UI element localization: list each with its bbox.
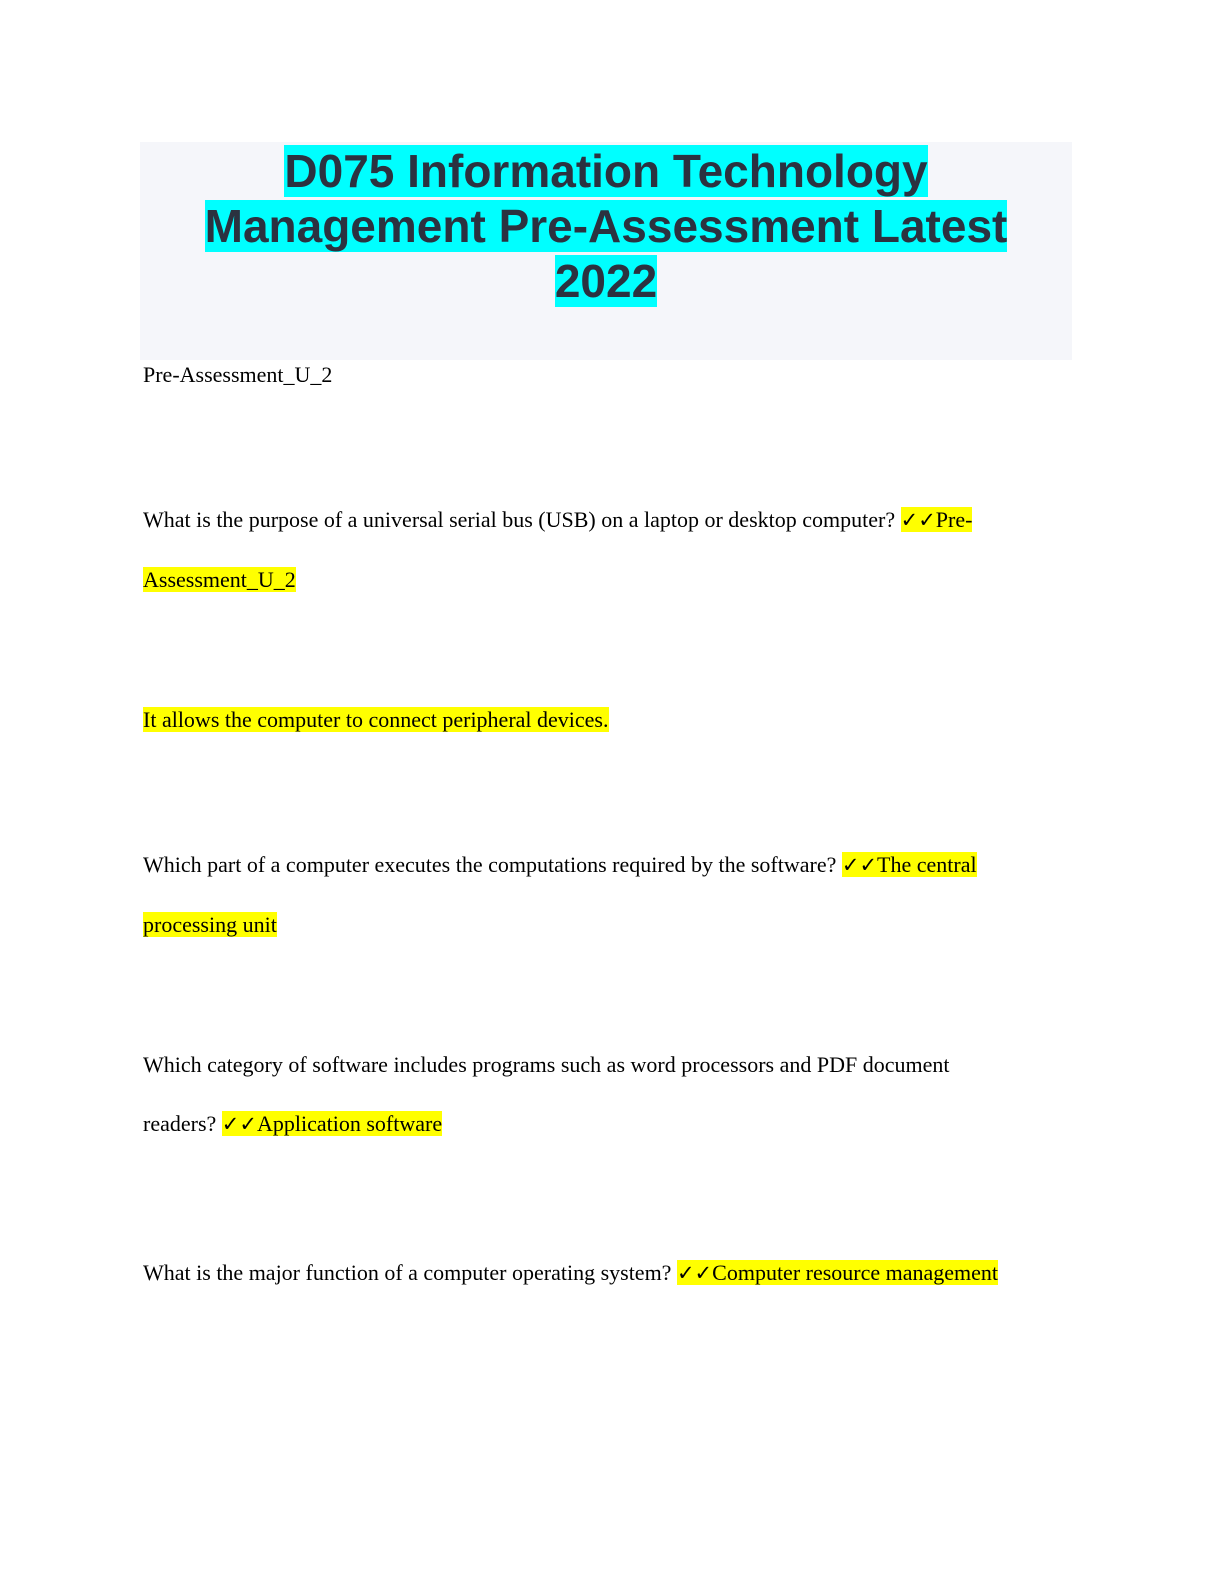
question-3-text-line-2: readers? (143, 1111, 222, 1136)
check-mark-icon: ✓✓ (676, 1261, 713, 1285)
title-banner (140, 142, 1072, 360)
question-3-text-line-1: Which category of software includes programs such as word processors and PDF document (143, 1052, 950, 1077)
title-line-2: Management Pre-Assessment Latest (204, 200, 1008, 252)
question-2-answer: ✓✓The central (841, 852, 977, 877)
question-4-text: What is the major function of a computer operating system? (143, 1260, 677, 1285)
check-mark-icon: ✓✓ (221, 1112, 257, 1136)
check-mark-icon: ✓✓ (900, 508, 936, 532)
question-2 (143, 835, 1083, 954)
question-3 (143, 1035, 1083, 1154)
question-4 (143, 1243, 1083, 1303)
answer-statement (143, 690, 1083, 749)
question-1-answer: ✓✓Pre- (900, 507, 973, 532)
section-subtitle: Pre-Assessment_U_2 (143, 362, 333, 387)
question-4-answer: ✓✓Computer resource management (676, 1260, 999, 1285)
question-2-text: Which part of a computer executes the computations required by the software? (143, 852, 842, 877)
check-mark-icon: ✓✓ (841, 853, 878, 877)
question-3-answer: ✓✓Application software (221, 1111, 443, 1136)
answer-statement-text: It allows the computer to connect peripheral devices. (143, 707, 609, 732)
title-line-1: D075 Information Technology (284, 145, 928, 197)
question-1-answer-continued: Assessment_U_2 (143, 567, 296, 592)
title-line-3: 2022 (554, 255, 658, 307)
question-1 (143, 490, 1083, 609)
document-title (140, 142, 1072, 309)
question-1-text: What is the purpose of a universal serial bus (USB) on a laptop or desktop computer? (143, 507, 901, 532)
question-2-answer-continued: processing unit (143, 912, 277, 937)
